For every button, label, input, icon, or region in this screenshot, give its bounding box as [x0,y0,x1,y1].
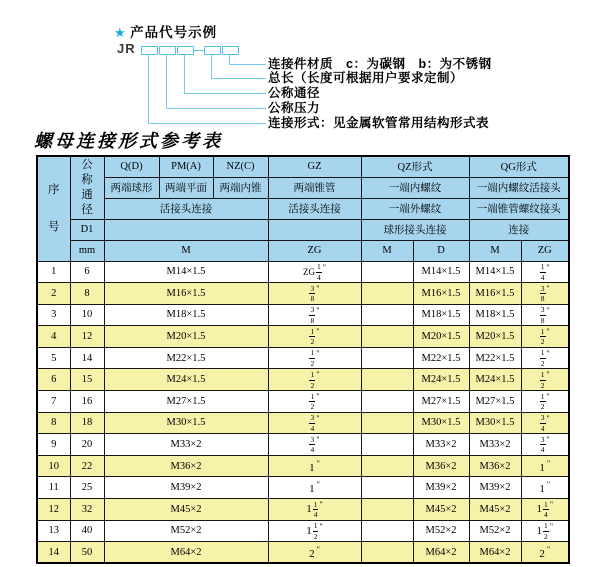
cell-qzm [361,326,413,348]
table-header [37,156,569,261]
cell-gz: 1 " [268,455,361,477]
cell-dn: 16 [70,391,104,413]
callout-label-form: 连接形式：见金属软管常用结构形式表 [268,116,490,130]
header-gz-sub: 两端锥管 [268,177,361,198]
star-icon: ★ [114,25,126,40]
cell-qzm [361,391,413,413]
header-qz: QZ形式 [361,156,469,177]
cell-qzd: M52×2 [413,520,469,542]
cell-dn: 14 [70,347,104,369]
cell-m: M45×2 [104,499,268,521]
cell-gz: $\frac{1}{2}$ " [268,391,361,413]
header-qg-zg: ZG [521,240,569,261]
cell-m: M64×2 [104,542,268,564]
table-row [37,283,569,305]
code-prefix: JR [117,41,136,56]
cell-seq: 1 [37,261,70,283]
cell-seq: 10 [37,455,70,477]
cell-dn: 12 [70,326,104,348]
header-zg: ZG [268,240,361,261]
cell-dn: 20 [70,434,104,456]
cell-dn: 40 [70,520,104,542]
cell-qzd: M39×2 [413,477,469,499]
cell-qzd: M27×1.5 [413,391,469,413]
callout-line-5 [229,55,266,65]
cell-dn: 10 [70,304,104,326]
cell-qgm: M20×1.5 [469,326,521,348]
cell-seq: 11 [37,477,70,499]
cell-dn: 22 [70,455,104,477]
header-seq: 序号 [37,156,70,261]
header-qg-sub2: 一端锥管螺纹接头 [469,198,569,219]
header-qg-m: M [469,240,521,261]
header-qg-sub1: 一端内螺纹活接头 [469,177,569,198]
table-row [37,304,569,326]
cell-qzm [361,369,413,391]
header-q: Q(D) [104,156,159,177]
cell-qgm: M39×2 [469,477,521,499]
cell-qgm: M45×2 [469,499,521,521]
header-gz-join: 活接头连接 [268,198,361,219]
cell-qzm [361,499,413,521]
cell-m: M14×1.5 [104,261,268,283]
cell-qgm: M14×1.5 [469,261,521,283]
cell-qzd: M30×1.5 [413,412,469,434]
cell-gz: $\frac{3}{4}$ " [268,434,361,456]
cell-qgzg: $\frac{3}{8}$ " [521,304,569,326]
cell-gz: $\frac{3}{4}$ " [268,412,361,434]
cell-seq: 3 [37,304,70,326]
cell-qgm: M64×2 [469,542,521,564]
cell-qzm [361,477,413,499]
cell-qgzg: $\frac{3}{8}$ " [521,283,569,305]
cell-m: M24×1.5 [104,369,268,391]
cell-qgzg: 1 " [521,455,569,477]
cell-dn: 25 [70,477,104,499]
cell-m: M30×1.5 [104,412,268,434]
cell-gz: $\frac{1}{2}$ " [268,326,361,348]
table-row [37,499,569,521]
header-nz-sub: 两端内锥 [213,177,268,198]
table-row [37,520,569,542]
cell-dn: 18 [70,412,104,434]
cell-m: M20×1.5 [104,326,268,348]
cell-m: M16×1.5 [104,283,268,305]
cell-qzm [361,304,413,326]
cell-seq: 13 [37,520,70,542]
cell-qgm: M52×2 [469,520,521,542]
callout-label-diameter: 公称通径 [268,86,321,100]
cell-qgm: M24×1.5 [469,369,521,391]
cell-qzd: M36×2 [413,455,469,477]
cell-qzm [361,455,413,477]
cell-qgzg: 1 $\frac{1}{2}$ " [521,520,569,542]
cell-seq: 9 [37,434,70,456]
cell-m: M36×2 [104,455,268,477]
table-row [37,369,569,391]
callout-label-material: 连接件材质 c：为碳钢 b：为不锈钢 [268,57,492,71]
cell-qzm [361,261,413,283]
cell-seq: 8 [37,412,70,434]
cell-dn: 50 [70,542,104,564]
cell-gz: 1 $\frac{1}{2}$ " [268,520,361,542]
cell-seq: 2 [37,283,70,305]
cell-gz: $\frac{3}{8}$ " [268,283,361,305]
code-box-3 [177,46,194,55]
product-code-heading [114,21,217,42]
cell-qgm: M30×1.5 [469,412,521,434]
header-union-join: 活接头连接 [104,198,268,219]
header-qz-d: D [413,240,469,261]
cell-qzd: M64×2 [413,542,469,564]
cell-gz: 2 " [268,542,361,564]
cell-qzd: M16×1.5 [413,283,469,305]
header-qz-sub1: 一端内螺纹 [361,177,469,198]
table-row [37,477,569,499]
table-title: 螺母连接形式参考表 [34,131,223,151]
table-row [37,412,569,434]
cell-dn: 32 [70,499,104,521]
cell-seq: 5 [37,347,70,369]
cell-m: M52×2 [104,520,268,542]
cell-seq: 4 [37,326,70,348]
cell-gz: 1 $\frac{1}{4}$ " [268,499,361,521]
cell-qgm: M18×1.5 [469,304,521,326]
table-row [37,347,569,369]
table-row [37,391,569,413]
code-box-1 [141,46,158,55]
cell-dn: 15 [70,369,104,391]
cell-qgzg: $\frac{3}{4}$ " [521,434,569,456]
cell-qzd: M22×1.5 [413,347,469,369]
cell-qzd: M14×1.5 [413,261,469,283]
header-gz: GZ [268,156,361,177]
header-m: M [104,240,268,261]
code-box-5 [222,46,239,55]
cell-qzm [361,434,413,456]
table-row [37,434,569,456]
reference-table [36,155,570,564]
cell-qzm [361,347,413,369]
cell-gz: ZG $\frac{1}{4}$ " [268,261,361,283]
header-mm: mm [70,240,104,261]
table-row [37,326,569,348]
diagram-title: 产品代号示例 [130,25,218,40]
table-row [37,455,569,477]
cell-seq: 12 [37,499,70,521]
code-dash [194,50,203,51]
header-blank-left [104,219,268,240]
table-body [37,261,569,563]
callout-label-length: 总长（长度可根据用户要求定制） [268,71,464,85]
cell-m: M18×1.5 [104,304,268,326]
cell-seq: 6 [37,369,70,391]
header-pm: PM(A) [159,156,213,177]
cell-m: M22×1.5 [104,347,268,369]
cell-seq: 14 [37,542,70,564]
cell-qzd: M24×1.5 [413,369,469,391]
cell-qgm: M27×1.5 [469,391,521,413]
cell-m: M33×2 [104,434,268,456]
cell-gz: 1 " [268,477,361,499]
callout-label-pressure: 公称压力 [268,101,321,115]
cell-dn: 8 [70,283,104,305]
cell-qzm [361,412,413,434]
code-box-4 [204,46,221,55]
header-pm-sub: 两端平面 [159,177,213,198]
cell-qgzg: $\frac{3}{4}$ " [521,412,569,434]
header-blank-gz [268,219,361,240]
cell-qgm: M36×2 [469,455,521,477]
header-qz-join: 球形接头连接 [361,219,469,240]
cell-qgzg: $\frac{1}{2}$ " [521,326,569,348]
cell-gz: $\frac{3}{8}$ " [268,304,361,326]
cell-qgzg: $\frac{1}{2}$ " [521,391,569,413]
code-box-2 [159,46,176,55]
cell-qzd: M18×1.5 [413,304,469,326]
cell-qgzg: 1 $\frac{1}{4}$ " [521,499,569,521]
cell-qgzg: $\frac{1}{2}$ " [521,369,569,391]
cell-qzm [361,520,413,542]
header-dn: 公称通径 [70,156,104,219]
cell-m: M27×1.5 [104,391,268,413]
header-q-sub: 两端球形 [104,177,159,198]
cell-qgzg: $\frac{1}{2}$ " [521,347,569,369]
header-qz-m: M [361,240,413,261]
header-d1: D1 [70,219,104,240]
cell-qzm [361,542,413,564]
cell-gz: $\frac{1}{2}$ " [268,347,361,369]
cell-qgzg: 1 " [521,477,569,499]
cell-qzm [361,283,413,305]
cell-m: M39×2 [104,477,268,499]
cell-qgzg: 2 " [521,542,569,564]
cell-seq: 7 [37,391,70,413]
cell-qgzg: $\frac{1}{4}$ " [521,261,569,283]
table-row [37,261,569,283]
cell-qgm: M22×1.5 [469,347,521,369]
cell-qzd: M45×2 [413,499,469,521]
header-qg: QG形式 [469,156,569,177]
cell-qgm: M33×2 [469,434,521,456]
cell-qgm: M16×1.5 [469,283,521,305]
cell-dn: 6 [70,261,104,283]
cell-qzd: M33×2 [413,434,469,456]
header-nz: NZ(C) [213,156,268,177]
table-row [37,542,569,564]
header-qg-join: 连接 [469,219,569,240]
cell-qzd: M20×1.5 [413,326,469,348]
reference-table-wrap [36,155,570,564]
header-qz-sub2: 一端外螺纹 [361,198,469,219]
cell-gz: $\frac{1}{2}$ " [268,369,361,391]
